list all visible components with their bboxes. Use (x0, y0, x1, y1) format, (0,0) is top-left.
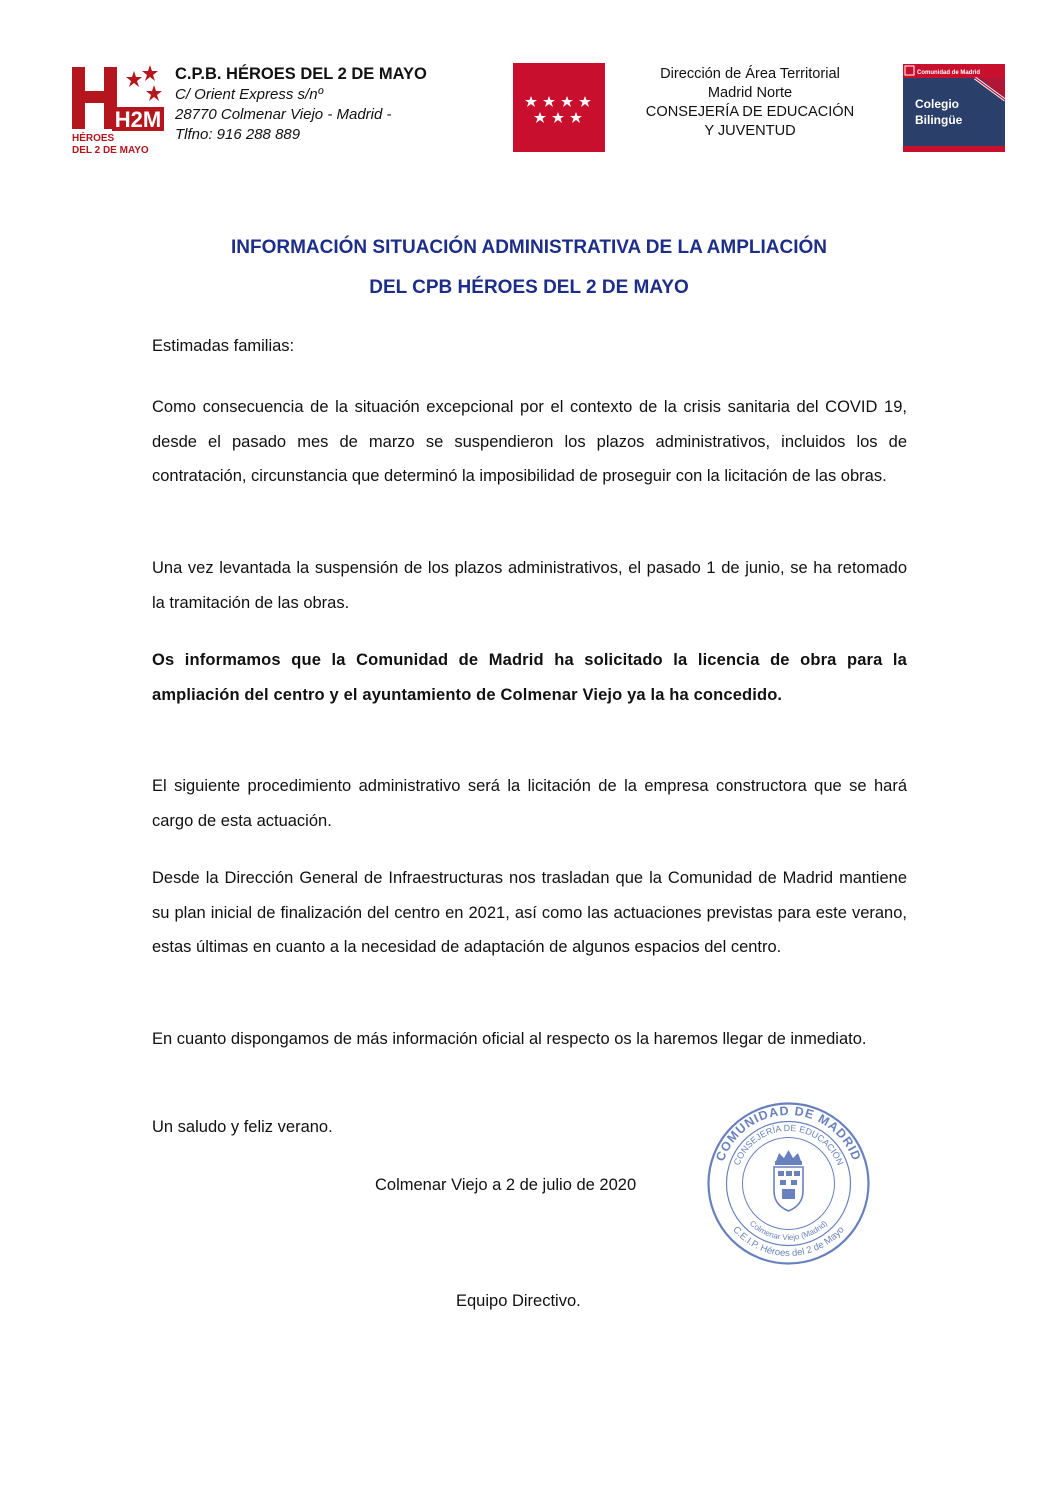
paragraph-infrastructure: Desde la Dirección General de Infraestructuras nos trasladan que la Comunidad de Madrid mantiene su plan inicial de finalización del centro en 2021, así como las actuaciones previstas para este verano, estas últimas en cuanto a la necesidad de adaptación de algunos espacios del centro. (152, 869, 907, 956)
bilingue-label-2: Bilingüe (915, 113, 963, 127)
document-title-line-1: INFORMACIÓN SITUACIÓN ADMINISTRATIVA DE LA AMPLIACIÓN (230, 237, 827, 258)
school-contact-block (175, 64, 495, 145)
greeting: Estimadas familias: (152, 337, 295, 355)
h2m-logo-tagline-2: DEL 2 DE MAYO (72, 145, 149, 155)
school-name: C.P.B. HÉROES DEL 2 DE MAYO (175, 65, 427, 83)
bilingue-top-label: Comunidad de Madrid (917, 70, 980, 76)
document-title (100, 228, 958, 308)
consejeria-line-1: CONSEJERÍA DE EDUCACIÓN (645, 104, 855, 120)
closing-line: Un saludo y feliz verano. (152, 1118, 333, 1136)
stamp-inner-bottom-text: Colmenar Viejo (Madrid) (747, 1218, 830, 1243)
school-address-street: C/ Orient Express s/nº (175, 86, 324, 103)
consejeria-line-2: Y JUVENTUD (704, 123, 796, 139)
paragraph-suspension-lifted: Una vez levantada la suspensión de los plazos administrativos, el pasado 1 de junio, se ha retomado la tramitación de las obras. (152, 559, 907, 612)
h2m-school-logo (70, 63, 166, 155)
date-line: Colmenar Viejo a 2 de julio de 2020 (375, 1176, 637, 1194)
territorial-direction-line-2: Madrid Norte (707, 85, 793, 101)
madrid-flag-icon (513, 63, 605, 152)
school-address-city: 28770 Colmenar Viejo - Madrid - (175, 106, 392, 123)
territorial-direction-block (605, 65, 895, 141)
school-phone: Tlfno: 916 288 889 (175, 126, 301, 143)
paragraph-license-granted: Os informamos que la Comunidad de Madrid ha solicitado la licencia de obra para la ampliación del centro y el ayuntamiento de Colmenar Viejo ya la ha concedido. (152, 651, 907, 704)
stamp-outer-top-text: COMUNIDAD DE MADRID (713, 1103, 864, 1164)
paragraph-covid: Como consecuencia de la situación excepcional por el contexto de la crisis sanitaria del COVID 19, desde el pasado mes de marzo se suspendieron los plazos administrativos, incluidos los de contratación, circunstancia que determinó la imposibilidad de proseguir con la licitación de las obras. (152, 398, 907, 485)
colegio-bilingue-logo (901, 62, 1007, 154)
territorial-direction-line-1: Dirección de Área Territorial (660, 66, 840, 82)
bilingue-label-1: Colegio (915, 97, 959, 111)
paragraph-next-procedure: El siguiente procedimiento administrativo será la licitación de la empresa constructora que se hará cargo de esta actuación. (152, 777, 907, 830)
h2m-logo-tagline-1: HÉROES (72, 133, 115, 144)
paragraph-more-info: En cuanto dispongamos de más información oficial al respecto os la haremos llegar de inmediato. (152, 1030, 867, 1048)
signature: Equipo Directivo. (456, 1292, 581, 1310)
official-stamp (706, 1101, 871, 1266)
h2m-logo-mark: H2M (114, 107, 162, 132)
stamp-inner-top-text: CONSEJERÍA DE EDUCACIÓN (731, 1122, 846, 1167)
document-title-line-2: DEL CPB HÉROES DEL 2 DE MAYO (369, 277, 689, 298)
stamp-outer-bottom-text: C.E.I.P. Héroes del 2 de Mayo (730, 1224, 847, 1260)
